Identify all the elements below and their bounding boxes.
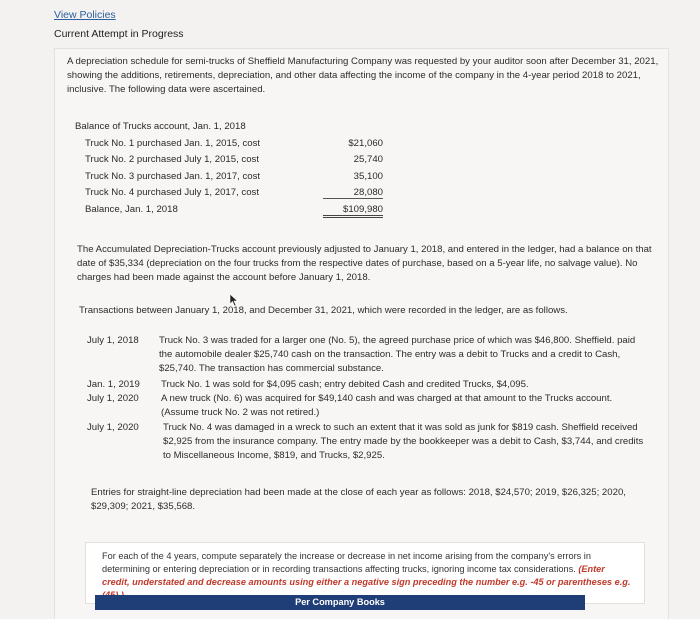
balance-amount: $21,060 (348, 137, 383, 149)
page-header (0, 0, 700, 44)
balance-label: Truck No. 3 purchased Jan. 1, 2017, cost (85, 170, 261, 182)
balance-amount: 28,080 (323, 187, 383, 199)
balance-table (75, 121, 395, 220)
per-company-books-header: Per Company Books (95, 595, 585, 610)
depreciation-entries-text: Entries for straight-line depreciation had been made at the close of each year as follows: 2018, $24,570; 2019, $26,325; 2020, $29,309; 2021, $35,568. (91, 487, 626, 512)
balance-total-row (75, 204, 395, 221)
balance-row (75, 154, 395, 171)
balance-row (75, 187, 395, 204)
balance-label: Truck No. 4 purchased July 1, 2017, cost (85, 187, 260, 198)
transaction-text: Truck No. 4 was damaged in a wreck to such an extent that it was sold as junk for $819 cash. Sheffield received $2,925 from the insurance company. The entry made by the bookkeeper was a debit to Cash, $3,744, and credits to Miscellaneous Income, $819, and Trucks, $2,925. (163, 422, 644, 461)
instruction-emphasis: (Enter credit, understated and decrease amounts using either a negative sign preceding the number e.g. -45 or parentheses e.g. (102, 564, 631, 587)
transaction-date: Jan. 1, 2019 (87, 379, 140, 390)
accumulated-depreciation-text: The Accumulated Depreciation-Trucks account previously adjusted to January 1, 2018, and entered in the ledger, had a balance on that date of $35,334 (depreciation on the four trucks from the respective dates of purchase, based on a 5-year life, no salvage value). No charges had been made against the account before January 1, 2018. (77, 244, 652, 283)
balance-total-amount: $109,980 (323, 204, 383, 218)
transaction-date: July 1, 2020 (87, 393, 139, 404)
balance-row (75, 138, 395, 155)
balance-row (75, 171, 395, 188)
transaction-text: Truck No. 1 was sold for $4,095 cash; entry debited Cash and credited Trucks, $4,095. (161, 379, 529, 390)
transaction-text: A new truck (No. 6) was acquired for $49,140 cash and was charged at that amount to the Trucks account. (Assume truck No. 2 was not retired.) (161, 393, 613, 418)
transaction-date: July 1, 2018 (87, 335, 139, 346)
balance-label: Truck No. 2 purchased July 1, 2015, cost (85, 154, 260, 165)
balance-heading: Balance of Trucks account, Jan. 1, 2018 (75, 121, 246, 132)
balance-label: Truck No. 1 purchased Jan. 1, 2015, cost (85, 137, 261, 149)
balance-amount: 25,740 (353, 154, 383, 165)
balance-amount: 35,100 (353, 170, 383, 182)
transactions-intro: Transactions between January 1, 2018, and December 31, 2021, which were recorded in the ledger, are as follows. (79, 305, 568, 316)
problem-intro: A depreciation schedule for semi-trucks of Sheffield Manufacturing Company was requested by your auditor soon after December 31, 2021, showing the additions, retirements, depreciation, and other data affecting the income of the company in the 4-year period 2018 to 2021, inclusive. The following data were ascertained. (67, 56, 659, 95)
view-policies-link[interactable]: View Policies (54, 9, 116, 21)
transaction-text: Truck No. 3 was traded for a larger one (No. 5), the agreed purchase price of which was $46,800. Sheffield. paid the automobile dealer $25,740 cash on the transaction. The entry was a debit to Trucks and a credit to Cash, $25,740. The transaction has commercial substance. (159, 335, 636, 374)
transaction-date: July 1, 2020 (87, 422, 139, 433)
balance-label: Balance, Jan. 1, 2018 (85, 203, 178, 215)
balance-heading-row (75, 121, 395, 138)
problem-panel (54, 48, 669, 619)
instruction-main: For each of the 4 years, compute separately the increase or decrease in net income arising from the company's errors in determining or entering depreciation or in recording transactions affecting trucks, ignoring income tax considerations. (102, 551, 591, 574)
attempt-title: Current Attempt in Progress (54, 28, 184, 40)
